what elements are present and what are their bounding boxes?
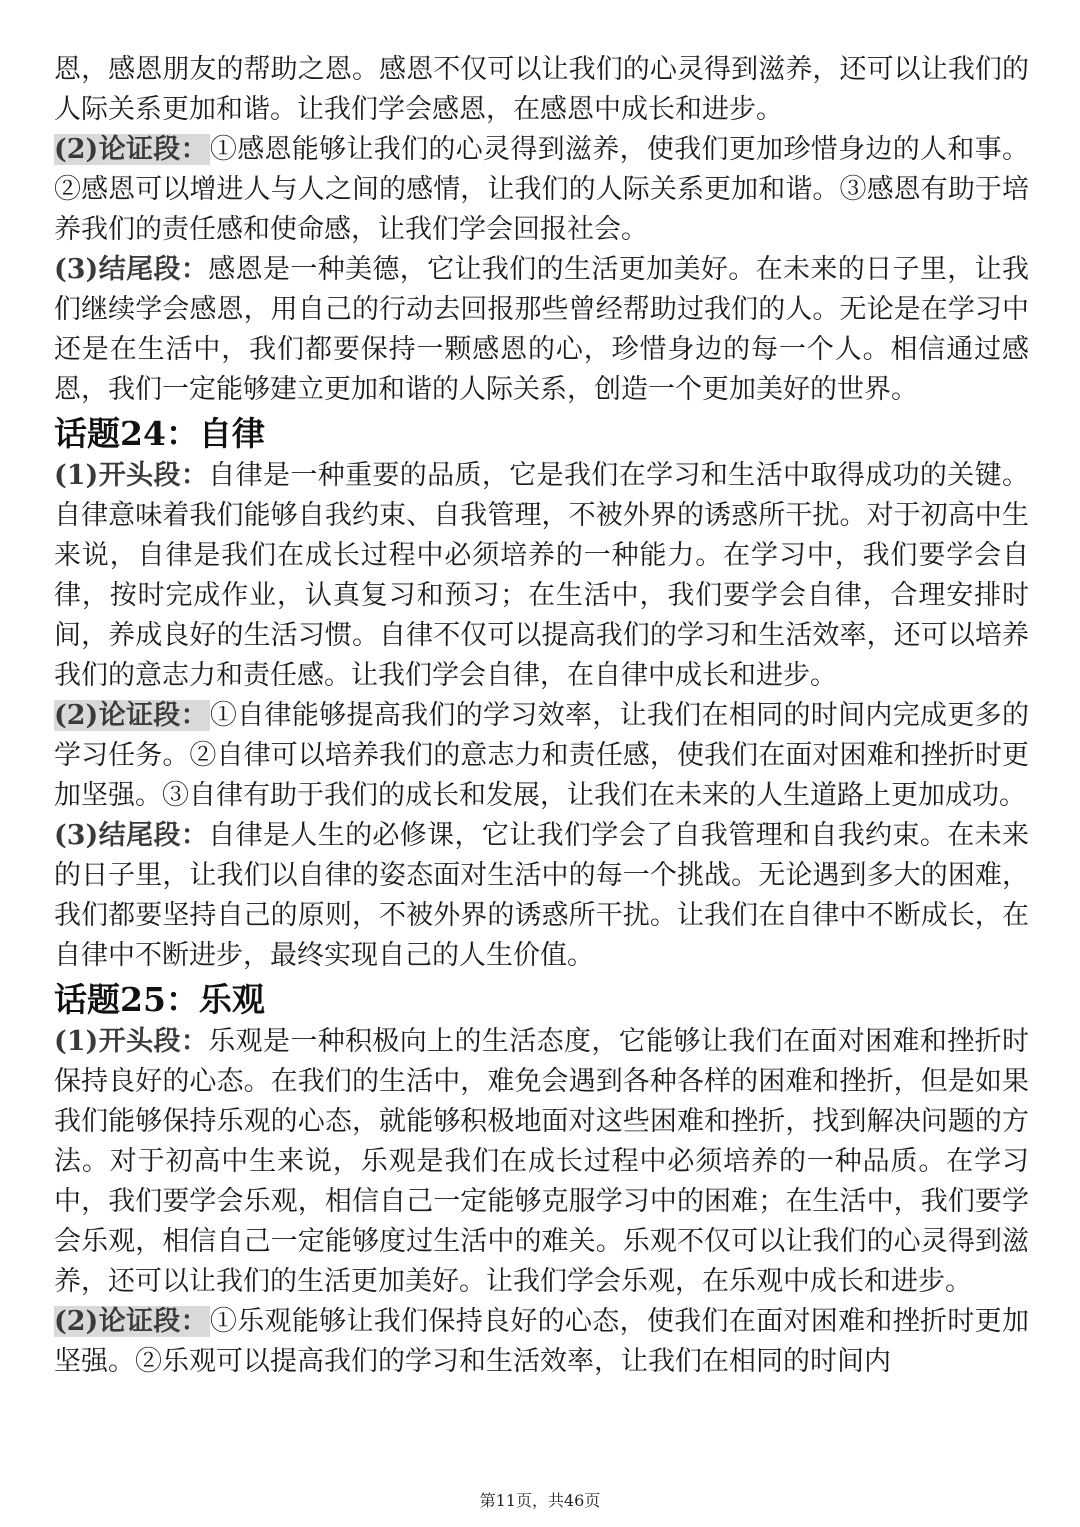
paragraph-gratitude-argument [54, 130, 1029, 250]
topic-24-heading: 话题24：自律 [54, 414, 265, 453]
paragraph-text: 自律是一种重要的品质，它是我们在学习和生活中取得成功的关键。自律意味着我们能够自我约束、自我管理，不被外界的诱惑所干扰。对于初高中生来说，自律是我们在成长过程中必须培养的一种能力。在学习中，我们要学会自律，按时完成作业，认真复习和预习；在生活中，我们要学会自律，合理安排时间，养成良好的生活习惯。自律不仅可以提高我们的学习和生活效率，还可以培养我们的意志力和责任感。让我们学会自律，在自律中成长和进步。 [54, 460, 1029, 691]
paragraph-gratitude-intro-end [54, 50, 1029, 130]
paragraph-text: ①乐观能够让我们保持良好的心态，使我们在面对困难和挫折时更加坚强。②乐观可以提高我们的学习和生活效率，让我们在相同的时间内 [54, 1306, 1029, 1377]
section-tag: (3)结尾段： [54, 820, 209, 851]
paragraph-text: 乐观是一种积极向上的生活态度，它能够让我们在面对困难和挫折时保持良好的心态。在我们的生活中，难免会遇到各种各样的困难和挫折，但是如果我们能够保持乐观的心态，就能够积极地面对这些困难和挫折，找到解决问题的方法。对于初高中生来说，乐观是我们在成长过程中必须培养的一种品质。在学习中，我们要学会乐观，相信自己一定能够克服学习中的困难；在生活中，我们要学会乐观，相信自己一定能够度过生活中的难关。乐观不仅可以让我们的心灵得到滋养，还可以让我们的生活更加美好。让我们学会乐观，在乐观中成长和进步。 [54, 1026, 1029, 1297]
section-tag: (2)论证段： [54, 700, 208, 731]
paragraph-optimism-intro [54, 1022, 1029, 1302]
section-tag: (2)论证段： [54, 1306, 208, 1337]
document-body [54, 50, 1029, 1382]
section-tag: (3)结尾段： [54, 254, 209, 285]
topic-25-heading: 话题25：乐观 [54, 980, 265, 1019]
paragraph-text: ①感恩能够让我们的心灵得到滋养，使我们更加珍惜身边的人和事。②感恩可以增进人与人之间的感情，让我们的人际关系更加和谐。③感恩有助于培养我们的责任感和使命感，让我们学会回报社会。 [54, 134, 1029, 245]
section-tag: (1)开头段： [54, 1026, 209, 1057]
paragraph-text: 恩，感恩朋友的帮助之恩。感恩不仅可以让我们的心灵得到滋养，还可以让我们的人际关系更加和谐。让我们学会感恩，在感恩中成长和进步。 [54, 54, 1029, 125]
section-tag: (1)开头段： [54, 460, 209, 491]
paragraph-self-discipline-conclusion [54, 816, 1029, 976]
paragraph-text: ①自律能够提高我们的学习效率，让我们在相同的时间内完成更多的学习任务。②自律可以培养我们的意志力和责任感，使我们在面对困难和挫折时更加坚强。③自律有助于我们的成长和发展，让我们在未来的人生道路上更加成功。 [54, 700, 1029, 811]
paragraph-self-discipline-argument [54, 696, 1029, 816]
paragraph-optimism-argument [54, 1302, 1029, 1382]
page-number-footer: 第11页，共46页 [479, 1491, 601, 1510]
paragraph-text: 自律是人生的必修课，它让我们学会了自我管理和自我约束。在未来的日子里，让我们以自律的姿态面对生活中的每一个挑战。无论遇到多大的困难，我们都要坚持自己的原则，不被外界的诱惑所干扰。让我们在自律中不断成长，在自律中不断进步，最终实现自己的人生价值。 [54, 820, 1029, 971]
paragraph-text: 感恩是一种美德，它让我们的生活更加美好。在未来的日子里，让我们继续学会感恩，用自己的行动去回报那些曾经帮助过我们的人。无论是在学习中还是在生活中，我们都要保持一颗感恩的心，珍惜身边的每一个人。相信通过感恩，我们一定能够建立更加和谐的人际关系，创造一个更加美好的世界。 [54, 254, 1029, 405]
section-tag: (2)论证段： [54, 134, 208, 165]
paragraph-gratitude-conclusion [54, 250, 1029, 410]
paragraph-self-discipline-intro [54, 456, 1029, 696]
